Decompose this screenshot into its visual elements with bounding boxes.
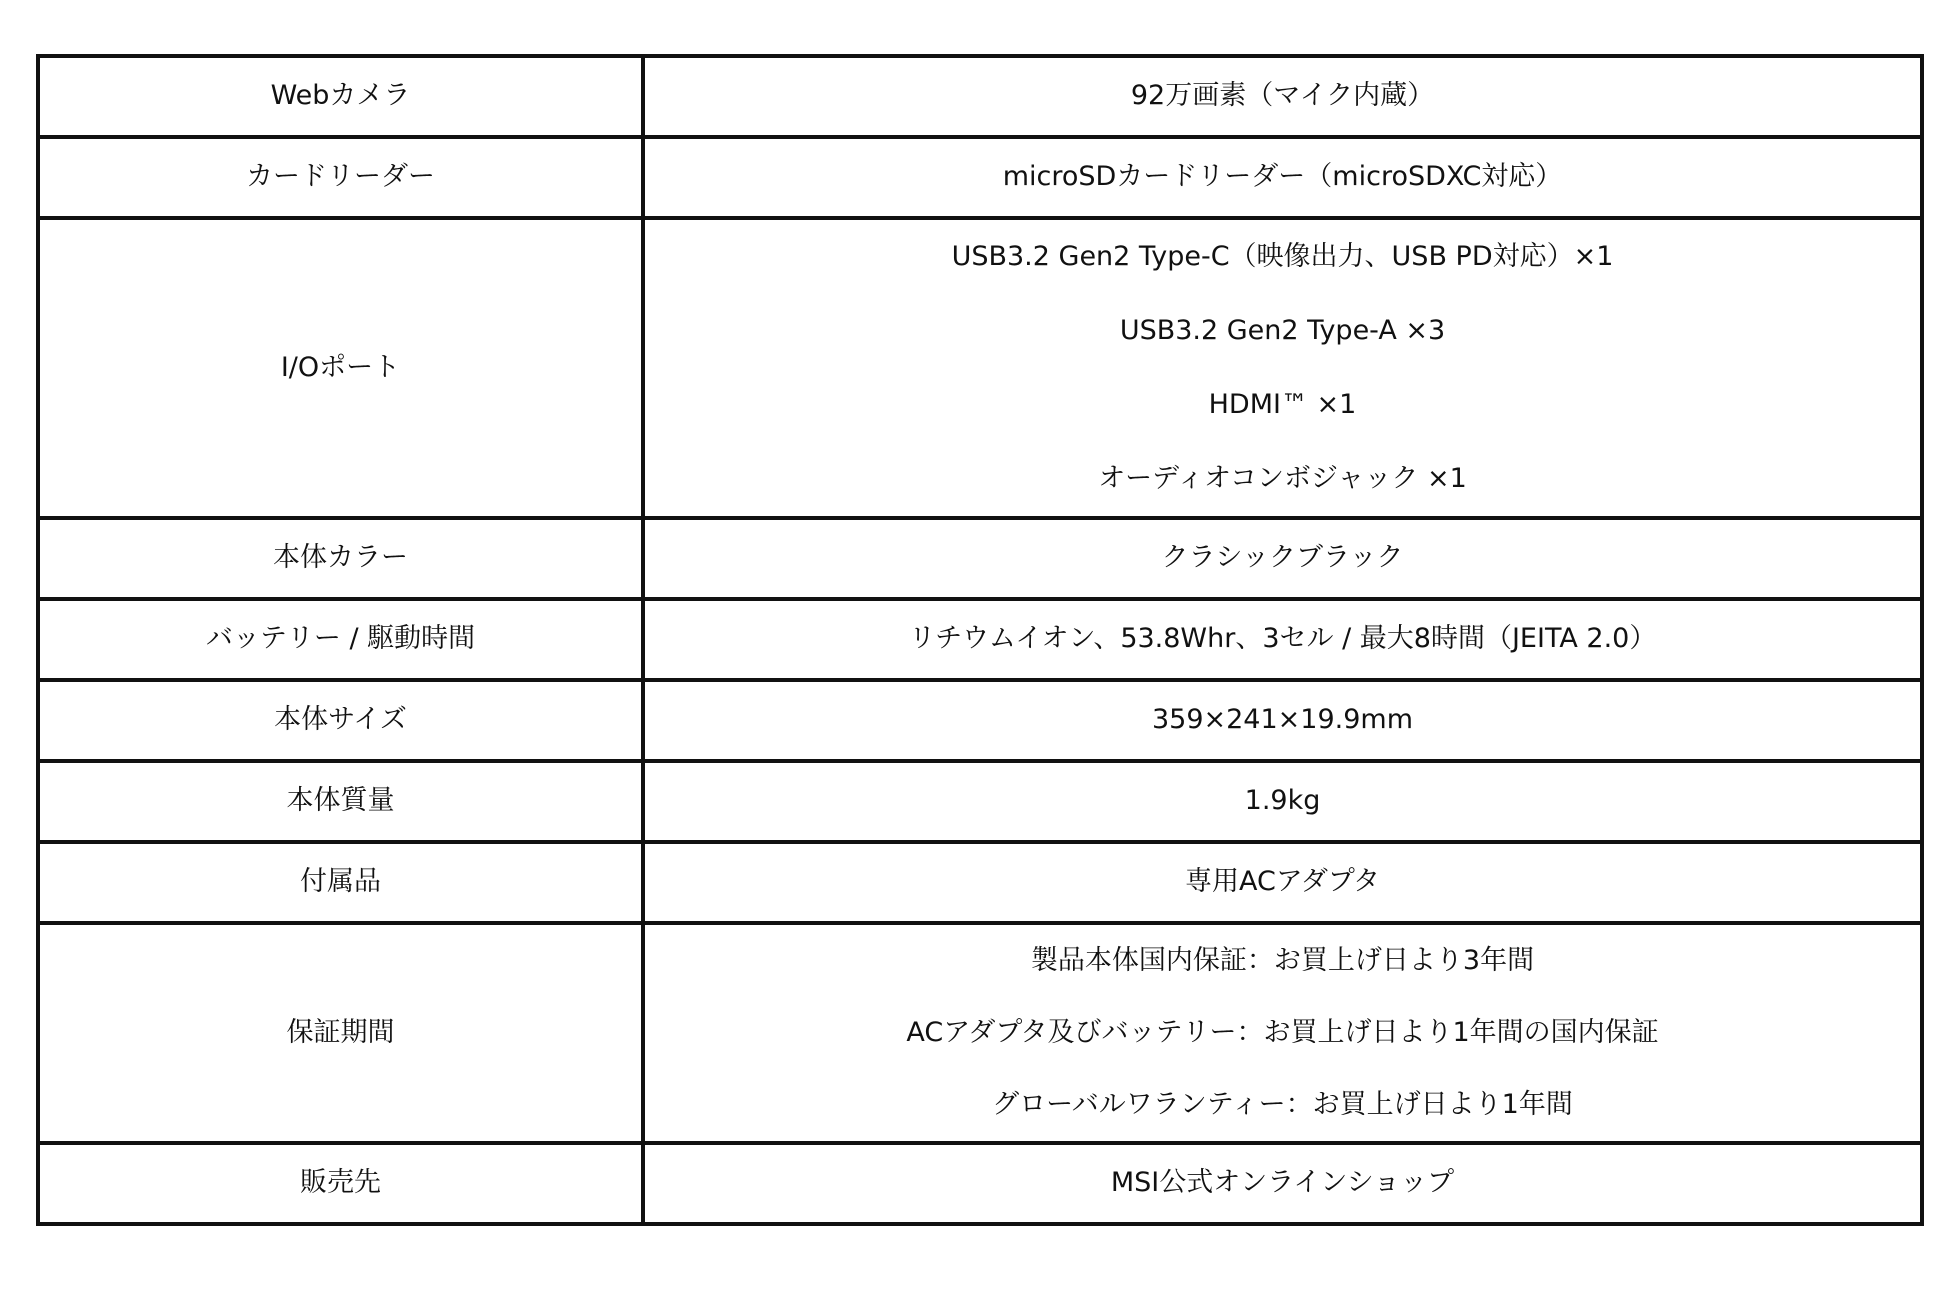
table-row: [38, 842, 1922, 923]
row-label-webcam: Webカメラ: [38, 56, 643, 137]
row-value-warranty: [643, 923, 1922, 1143]
value-line: USB3.2 Gen2 Type-A ×3: [1119, 315, 1446, 346]
value-line: クラシックブラック: [1161, 542, 1404, 574]
row-value-io-ports: [643, 218, 1922, 518]
value-line: microSDカードリーダー（microSDXC対応）: [1002, 161, 1563, 193]
value-line: 92万画素（マイク内蔵）: [1130, 80, 1435, 112]
row-label-accessories: 付属品: [38, 842, 643, 923]
value-line: 専用ACアダプタ: [1184, 866, 1381, 898]
value-line: 製品本体国内保証：お買上げ日より3年間: [1030, 945, 1535, 976]
value-line: オーディオコンボジャック ×1: [1098, 463, 1467, 494]
row-value-seller: [643, 1143, 1922, 1224]
value-line: USB3.2 Gen2 Type-C（映像出力、USB PD対応）×1: [951, 241, 1614, 272]
value-line: HDMI™ ×1: [1208, 389, 1357, 420]
row-value-size: [643, 680, 1922, 761]
row-label-warranty: 保証期間: [38, 923, 643, 1143]
row-value-webcam: [643, 56, 1922, 137]
value-line: MSI公式オンラインショップ: [1110, 1167, 1455, 1199]
table-row: [38, 137, 1922, 218]
table-row: [38, 218, 1922, 518]
table-row: [38, 761, 1922, 842]
row-label-color: 本体カラー: [38, 518, 643, 599]
table-row: [38, 923, 1922, 1143]
table-row: [38, 518, 1922, 599]
row-label-weight: 本体質量: [38, 761, 643, 842]
table-row: [38, 680, 1922, 761]
value-line: 1.9kg: [1244, 785, 1321, 817]
row-value-accessories: [643, 842, 1922, 923]
row-value-color: [643, 518, 1922, 599]
table-row: [38, 56, 1922, 137]
value-line: ACアダプタ及びバッテリー：お買上げ日より1年間の国内保証: [906, 1017, 1659, 1048]
spec-table: [36, 54, 1924, 1226]
row-label-card-reader: カードリーダー: [38, 137, 643, 218]
value-line: グローバルワランティー：お買上げ日より1年間: [992, 1089, 1573, 1120]
table-row: [38, 1143, 1922, 1224]
row-value-battery: [643, 599, 1922, 680]
row-label-io-ports: I/Oポート: [38, 218, 643, 518]
row-value-weight: [643, 761, 1922, 842]
row-label-battery: バッテリー / 駆動時間: [38, 599, 643, 680]
row-value-card-reader: [643, 137, 1922, 218]
table-row: [38, 599, 1922, 680]
value-line: リチウムイオン、53.8Whr、3セル / 最大8時間（JEITA 2.0）: [908, 623, 1657, 655]
value-line: 359×241×19.9mm: [1151, 704, 1414, 736]
row-label-seller: 販売先: [38, 1143, 643, 1224]
row-label-size: 本体サイズ: [38, 680, 643, 761]
